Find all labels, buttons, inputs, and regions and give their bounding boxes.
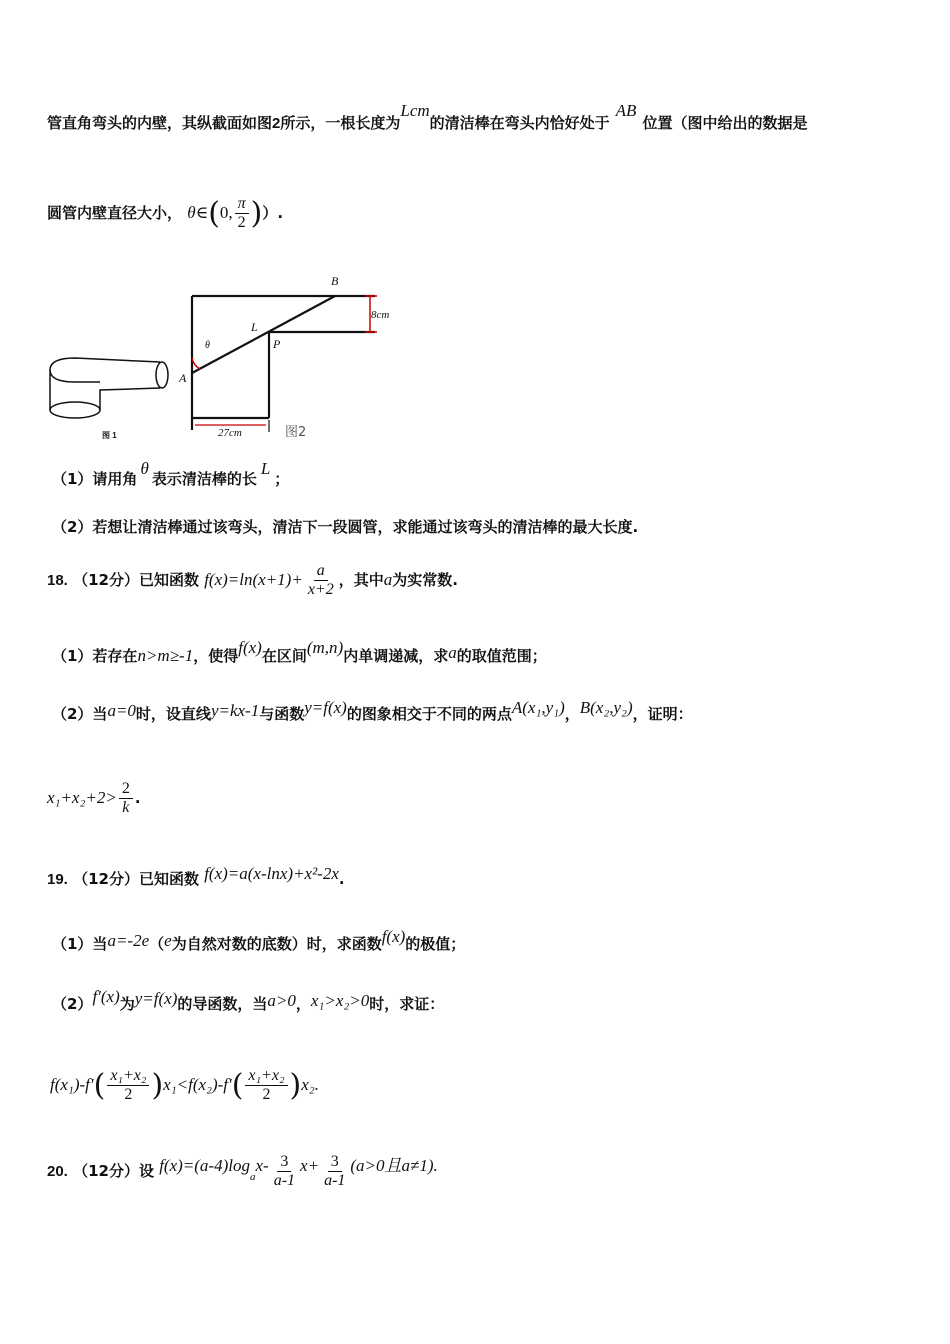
text: ，: [295, 995, 311, 1013]
math-interval: 0,: [219, 203, 233, 222]
q18-part1: [52, 638, 547, 666]
text: （1）若存在: [52, 647, 138, 665]
math-length: Lcm: [400, 101, 430, 120]
text: （1）当: [52, 935, 108, 953]
math-function: f(x)=ln(x+1)+: [204, 570, 303, 589]
text: 为实常数.: [392, 571, 458, 589]
text: （12分）已知函数: [73, 571, 199, 589]
text: 内单调递减，求: [343, 647, 449, 665]
text: （12分）设: [73, 1162, 154, 1180]
math-point-b: B(x₂,y₂): [579, 698, 633, 717]
q18-inequality: [47, 780, 141, 817]
intro-line-1: [47, 101, 808, 133]
math-derivative: f′(x): [92, 987, 120, 1006]
text: 表示清洁棒的长: [151, 470, 257, 488]
math-function: f(x)=a(x-lnx)+x²-2x: [204, 864, 339, 883]
label-8cm: 8cm: [371, 309, 390, 321]
text: ，其中: [338, 571, 384, 589]
text: 在区间: [261, 647, 307, 665]
math-fraction: $\frac{3}{a-1}$: [273, 1153, 296, 1189]
text: ）.: [262, 204, 284, 222]
math-interval: (m,n): [306, 638, 344, 657]
math-a: a: [383, 570, 393, 589]
math-fraction: $\frac{3}{a-1}$: [324, 1153, 346, 1189]
text: （2）当: [52, 705, 108, 723]
question-number: 20.: [47, 1163, 68, 1180]
q18-stem: [47, 562, 458, 599]
math-condition: a=0: [107, 701, 136, 720]
text: 的清洁棒在弯头内恰好处于: [429, 114, 610, 132]
math-expression: x₁<f(x₂)-f′: [163, 1075, 232, 1094]
math-expression: f(x₁)-f′: [50, 1075, 94, 1094]
figure-ref: 2: [272, 115, 281, 132]
pipe-cylinder-drawing: [50, 358, 168, 418]
text: ；: [274, 470, 290, 488]
q17-part2: [52, 516, 638, 537]
text: ，证明：: [632, 705, 693, 723]
math-point-a: A(x₁,y₁): [511, 698, 565, 717]
math-expression: x₂.: [301, 1075, 319, 1094]
text: ，: [564, 705, 580, 723]
math-fraction: $\frac{a}{x+2}$: [307, 562, 334, 598]
math-expression: x-: [255, 1156, 269, 1175]
label-theta: θ: [205, 340, 210, 351]
label-27cm: 27cm: [218, 427, 242, 439]
text: ，使得: [193, 647, 239, 665]
text: 时，设直线: [135, 705, 211, 723]
math-function: y=f(x): [134, 989, 178, 1008]
math-fraction: $\frac{2}{k}$: [119, 780, 133, 817]
math-fraction: $\frac{\text{x₁+x₂}}{2}$: [245, 1067, 287, 1104]
math-l: L: [260, 459, 271, 478]
math-theta: θ∈: [187, 203, 209, 222]
math-line: y=kx-1: [210, 701, 260, 720]
math-pi-over-2: $\frac{\pi}{2}$: [235, 195, 249, 232]
label-p: P: [273, 337, 281, 351]
math-condition: a>0: [267, 991, 296, 1010]
math-expression: x+: [300, 1156, 320, 1175]
fig1-caption: 图 1: [102, 431, 117, 440]
text: （1）请用角: [52, 470, 138, 488]
math-condition: a=-2e: [107, 931, 150, 950]
text: （2）若想让清洁棒通过该弯头，清洁下一段圆管，求能通过该弯头的清洁棒的最大长度.: [52, 518, 639, 536]
q17-part1: [52, 459, 290, 489]
math-e: e: [164, 931, 172, 950]
math-log-base: a: [249, 1171, 256, 1183]
question-number: 18.: [47, 572, 68, 589]
math-function: y=f(x): [304, 698, 347, 717]
figure-pipe-diagram: [40, 270, 420, 445]
math-fx: f(x): [381, 927, 406, 946]
text: 所示，一根长度为: [280, 114, 401, 132]
text: 管直角弯头的内壁，其纵截面如图: [47, 114, 273, 132]
math-condition: x₁>x₂>0: [310, 991, 370, 1010]
intro-line-2: 圆管内壁直径大小， θ∈(0, $\frac{\pi}{2}$ )）.: [47, 195, 284, 231]
text: 与函数: [259, 705, 305, 723]
math-ab: AB: [615, 101, 637, 120]
math-function: f(x)=(a-4)log: [159, 1156, 250, 1175]
angle-arc: [192, 358, 200, 369]
label-a: A: [179, 371, 187, 385]
q18-part2: [52, 698, 693, 724]
text: 圆管内壁直径大小，: [47, 204, 183, 222]
text: （12分）已知函数: [73, 870, 199, 888]
text: .: [338, 870, 345, 888]
text: 时，求证：: [369, 995, 445, 1013]
q19-part1: [52, 927, 466, 954]
text: .: [134, 789, 141, 807]
q19-part2: [52, 987, 445, 1014]
question-number: 19.: [47, 871, 68, 888]
label-b: B: [331, 274, 339, 288]
text: 为自然对数的底数）时，求函数: [171, 935, 382, 953]
text: 的取值范围；: [456, 647, 547, 665]
math-fraction: $\frac{\text{x₁+x₂}}{2}$: [107, 1067, 149, 1104]
fig2-caption: 图2: [285, 425, 307, 440]
math-theta: θ: [140, 459, 149, 478]
math-a: a: [448, 643, 457, 662]
math-condition: (a>0且a≠1).: [350, 1156, 438, 1175]
text: 位置（图中给出的数据是: [642, 114, 808, 132]
text: 的图象相交于不同的两点: [346, 705, 512, 723]
text: （: [149, 935, 165, 953]
label-l: L: [251, 320, 258, 334]
duct-outline: [192, 296, 375, 430]
q19-inequality: f(x₁)-f′( $\frac{\text{x₁+x₂}}{2}$ )x₁<f(x₂)-f′( $\frac{\text{x₁+x₂}}{2}$ )x₂.: [50, 1067, 319, 1103]
math-fx: f(x): [238, 638, 262, 657]
q19-stem: [47, 864, 345, 889]
math-inequality: x₁+x₂+2>: [47, 788, 117, 807]
q20-stem: [47, 1153, 438, 1190]
text: （2）: [52, 995, 93, 1013]
text: 的极值；: [405, 935, 466, 953]
math-condition: n>m≥-1: [137, 646, 194, 665]
text: 的导函数，当: [177, 995, 268, 1013]
text: 为: [119, 995, 135, 1013]
